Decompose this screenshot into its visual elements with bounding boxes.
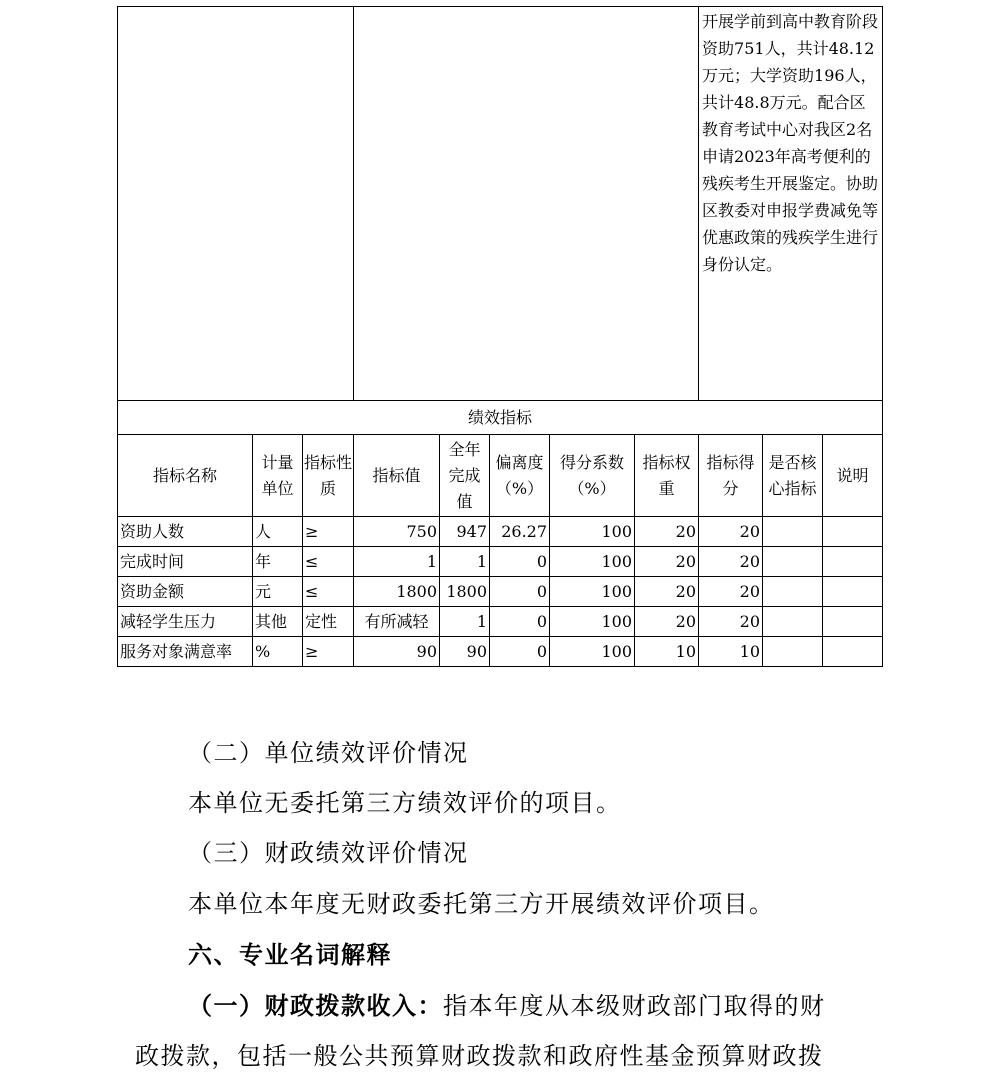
- header-cell: 得分系数（%）: [550, 435, 635, 517]
- section-heading-finance-evaluation: （三）财政绩效评价情况: [188, 839, 469, 867]
- target-cell: 1800: [354, 577, 440, 607]
- section-heading-glossary: 六、专业名词解释: [188, 940, 392, 969]
- nature-cell: ≤: [303, 577, 354, 607]
- glossary-term-1-text: 指本年度从本级财政部门取得的财: [443, 992, 826, 1020]
- paragraph-finance-evaluation: 本单位本年度无财政委托第三方开展绩效评价项目。: [188, 890, 775, 918]
- weight-cell: 20: [635, 577, 699, 607]
- core-cell: [763, 517, 823, 547]
- header-row: [118, 435, 883, 517]
- note-cell: [823, 547, 883, 577]
- section-heading-unit-evaluation: （二）单位绩效评价情况: [188, 739, 469, 767]
- deviation-cell: 26.27: [490, 517, 550, 547]
- header-cell: 指标值: [354, 435, 440, 517]
- completion-note: 开展学前到高中教育阶段资助751人，共计48.12万元；大学资助196人，共计48.8万元。配合区教育考试中心对我区2名申请2023年高考便利的残疾考生开展鉴定。协助区教委对申报学费减免等优惠政策的残疾学生进行身份认定。: [699, 7, 883, 401]
- header-cell: 偏离度（%）: [490, 435, 550, 517]
- unit-cell: %: [253, 637, 303, 667]
- actual-cell: 1: [440, 547, 490, 577]
- target-cell: 750: [354, 517, 440, 547]
- weight-cell: 20: [635, 607, 699, 637]
- top-row: [118, 7, 883, 401]
- blank-cell-2: [354, 7, 699, 401]
- coef-cell: 100: [550, 547, 635, 577]
- note-cell: [823, 637, 883, 667]
- header-cell: 计量单位: [253, 435, 303, 517]
- target-cell: 1: [354, 547, 440, 577]
- header-cell: 指标权重: [635, 435, 699, 517]
- blank-cell-1: [118, 7, 354, 401]
- indicator-name: 资助人数: [118, 517, 253, 547]
- note-cell: [823, 607, 883, 637]
- note-cell: [823, 577, 883, 607]
- weight-cell: 20: [635, 547, 699, 577]
- header-cell: 指标名称: [118, 435, 253, 517]
- target-cell: 有所减轻: [354, 607, 440, 637]
- unit-cell: 人: [253, 517, 303, 547]
- unit-cell: 元: [253, 577, 303, 607]
- weight-cell: 20: [635, 517, 699, 547]
- header-cell: 全年完成值: [440, 435, 490, 517]
- coef-cell: 100: [550, 607, 635, 637]
- score-cell: 20: [699, 517, 763, 547]
- coef-cell: 100: [550, 637, 635, 667]
- core-cell: [763, 607, 823, 637]
- weight-cell: 10: [635, 637, 699, 667]
- table-row: [118, 517, 883, 547]
- header-cell: 指标性质: [303, 435, 354, 517]
- actual-cell: 1: [440, 607, 490, 637]
- core-cell: [763, 547, 823, 577]
- core-cell: [763, 577, 823, 607]
- coef-cell: 100: [550, 517, 635, 547]
- table-row: [118, 637, 883, 667]
- performance-table: [117, 6, 883, 667]
- header-cell: 指标得分: [699, 435, 763, 517]
- note-cell: [823, 517, 883, 547]
- glossary-term-1-continued: 政拨款，包括一般公共预算财政拨款和政府性基金预算财政拨: [135, 1042, 824, 1070]
- score-cell: 20: [699, 547, 763, 577]
- core-cell: [763, 637, 823, 667]
- table-row: [118, 607, 883, 637]
- score-cell: 20: [699, 577, 763, 607]
- glossary-term-1: [188, 989, 826, 1023]
- actual-cell: 1800: [440, 577, 490, 607]
- deviation-cell: 0: [490, 577, 550, 607]
- header-cell: 是否核心指标: [763, 435, 823, 517]
- score-cell: 20: [699, 607, 763, 637]
- glossary-term-1-label: （一）财政拨款收入：: [188, 991, 443, 1020]
- section-title: 绩效指标: [118, 401, 883, 435]
- unit-cell: 年: [253, 547, 303, 577]
- nature-cell: ≤: [303, 547, 354, 577]
- paragraph-unit-evaluation: 本单位无委托第三方绩效评价的项目。: [188, 789, 622, 817]
- deviation-cell: 0: [490, 607, 550, 637]
- nature-cell: 定性: [303, 607, 354, 637]
- indicator-name: 资助金额: [118, 577, 253, 607]
- actual-cell: 90: [440, 637, 490, 667]
- unit-cell: 其他: [253, 607, 303, 637]
- table-row: [118, 547, 883, 577]
- nature-cell: ≥: [303, 637, 354, 667]
- indicator-name: 完成时间: [118, 547, 253, 577]
- header-cell: 说明: [823, 435, 883, 517]
- table-row: [118, 577, 883, 607]
- deviation-cell: 0: [490, 637, 550, 667]
- indicator-name: 减轻学生压力: [118, 607, 253, 637]
- deviation-cell: 0: [490, 547, 550, 577]
- section-row: [118, 401, 883, 435]
- nature-cell: ≥: [303, 517, 354, 547]
- score-cell: 10: [699, 637, 763, 667]
- target-cell: 90: [354, 637, 440, 667]
- indicator-name: 服务对象满意率: [118, 637, 253, 667]
- actual-cell: 947: [440, 517, 490, 547]
- coef-cell: 100: [550, 577, 635, 607]
